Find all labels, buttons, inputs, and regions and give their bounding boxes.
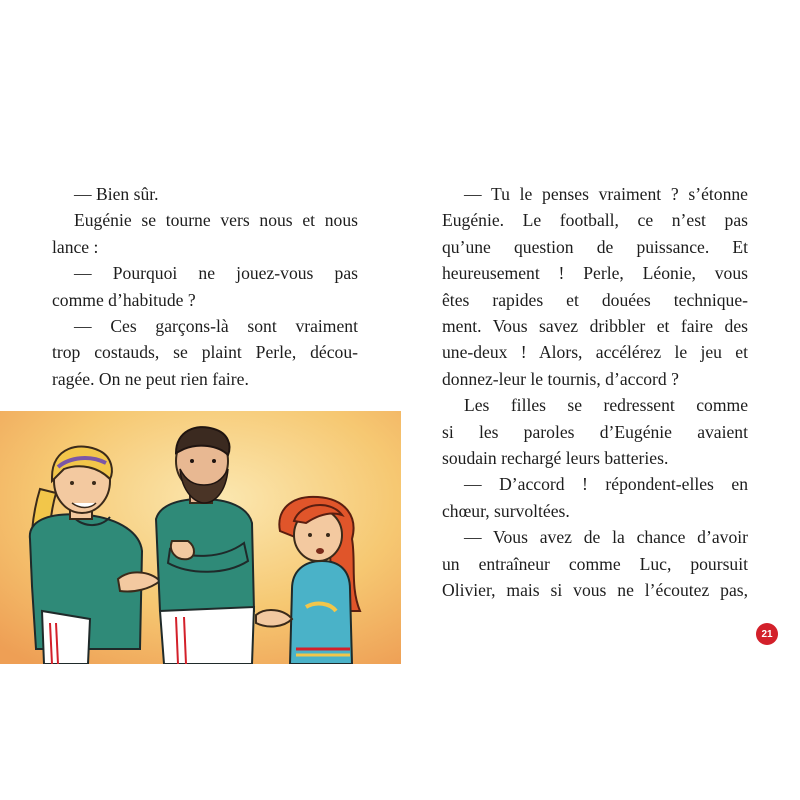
paragraph-line: chœur, survoltées. [442, 500, 570, 521]
paragraph-line: — Vous avez de la chance d’avoir [464, 527, 748, 548]
paragraph-line: qu’une question de puissance. Et [442, 236, 748, 257]
illustration-svg [0, 411, 401, 664]
paragraph-line: une-deux ! Alors, accélérez le jeu et [442, 342, 748, 363]
paragraph-line: trop costauds, se plaint Perle, décou- [52, 342, 358, 363]
paragraph-line: — Tu le penses vraiment ? s’étonne [464, 184, 748, 204]
paragraph-line: Olivier, mais si vous ne l’écoutez pas, [442, 580, 748, 601]
comic-illustration [0, 411, 401, 664]
paragraph-line: — Pourquoi ne jouez-vous pas [74, 263, 358, 284]
paragraph-line: Eugénie se tourne vers nous et nous [74, 210, 358, 231]
paragraph-line: ragée. On ne peut rien faire. [52, 368, 249, 389]
paragraph-line: Eugénie. Le football, ce n’est pas [442, 210, 748, 231]
paragraph-line: ment. Vous savez dribbler et faire des [442, 316, 748, 337]
paragraph-line: — Ces garçons-là sont vraiment [74, 316, 358, 337]
paragraph-line: lance : [52, 236, 99, 257]
paragraph-line: un entraîneur comme Luc, poursuit [442, 553, 748, 574]
paragraph-line: si les paroles d’Eugénie avaient [442, 421, 748, 442]
paragraph-line: Les filles se redressent comme [464, 395, 748, 416]
paragraph-line: soudain rechargé leurs batteries. [442, 448, 669, 469]
paragraph-line: — D’accord ! répondent-elles en [464, 474, 748, 495]
page-number-badge: 21 [756, 623, 778, 645]
left-text-column [52, 181, 358, 392]
paragraph-line: êtes rapides et douées technique- [442, 289, 748, 310]
right-text-column [442, 181, 748, 604]
paragraph-line: comme d’habitude ? [52, 289, 196, 310]
paragraph-line: heureusement ! Perle, Léonie, vous [442, 263, 748, 284]
paragraph-line: — Bien sûr. [74, 184, 159, 204]
paragraph-line: donnez-leur le tournis, d’accord ? [442, 368, 679, 389]
